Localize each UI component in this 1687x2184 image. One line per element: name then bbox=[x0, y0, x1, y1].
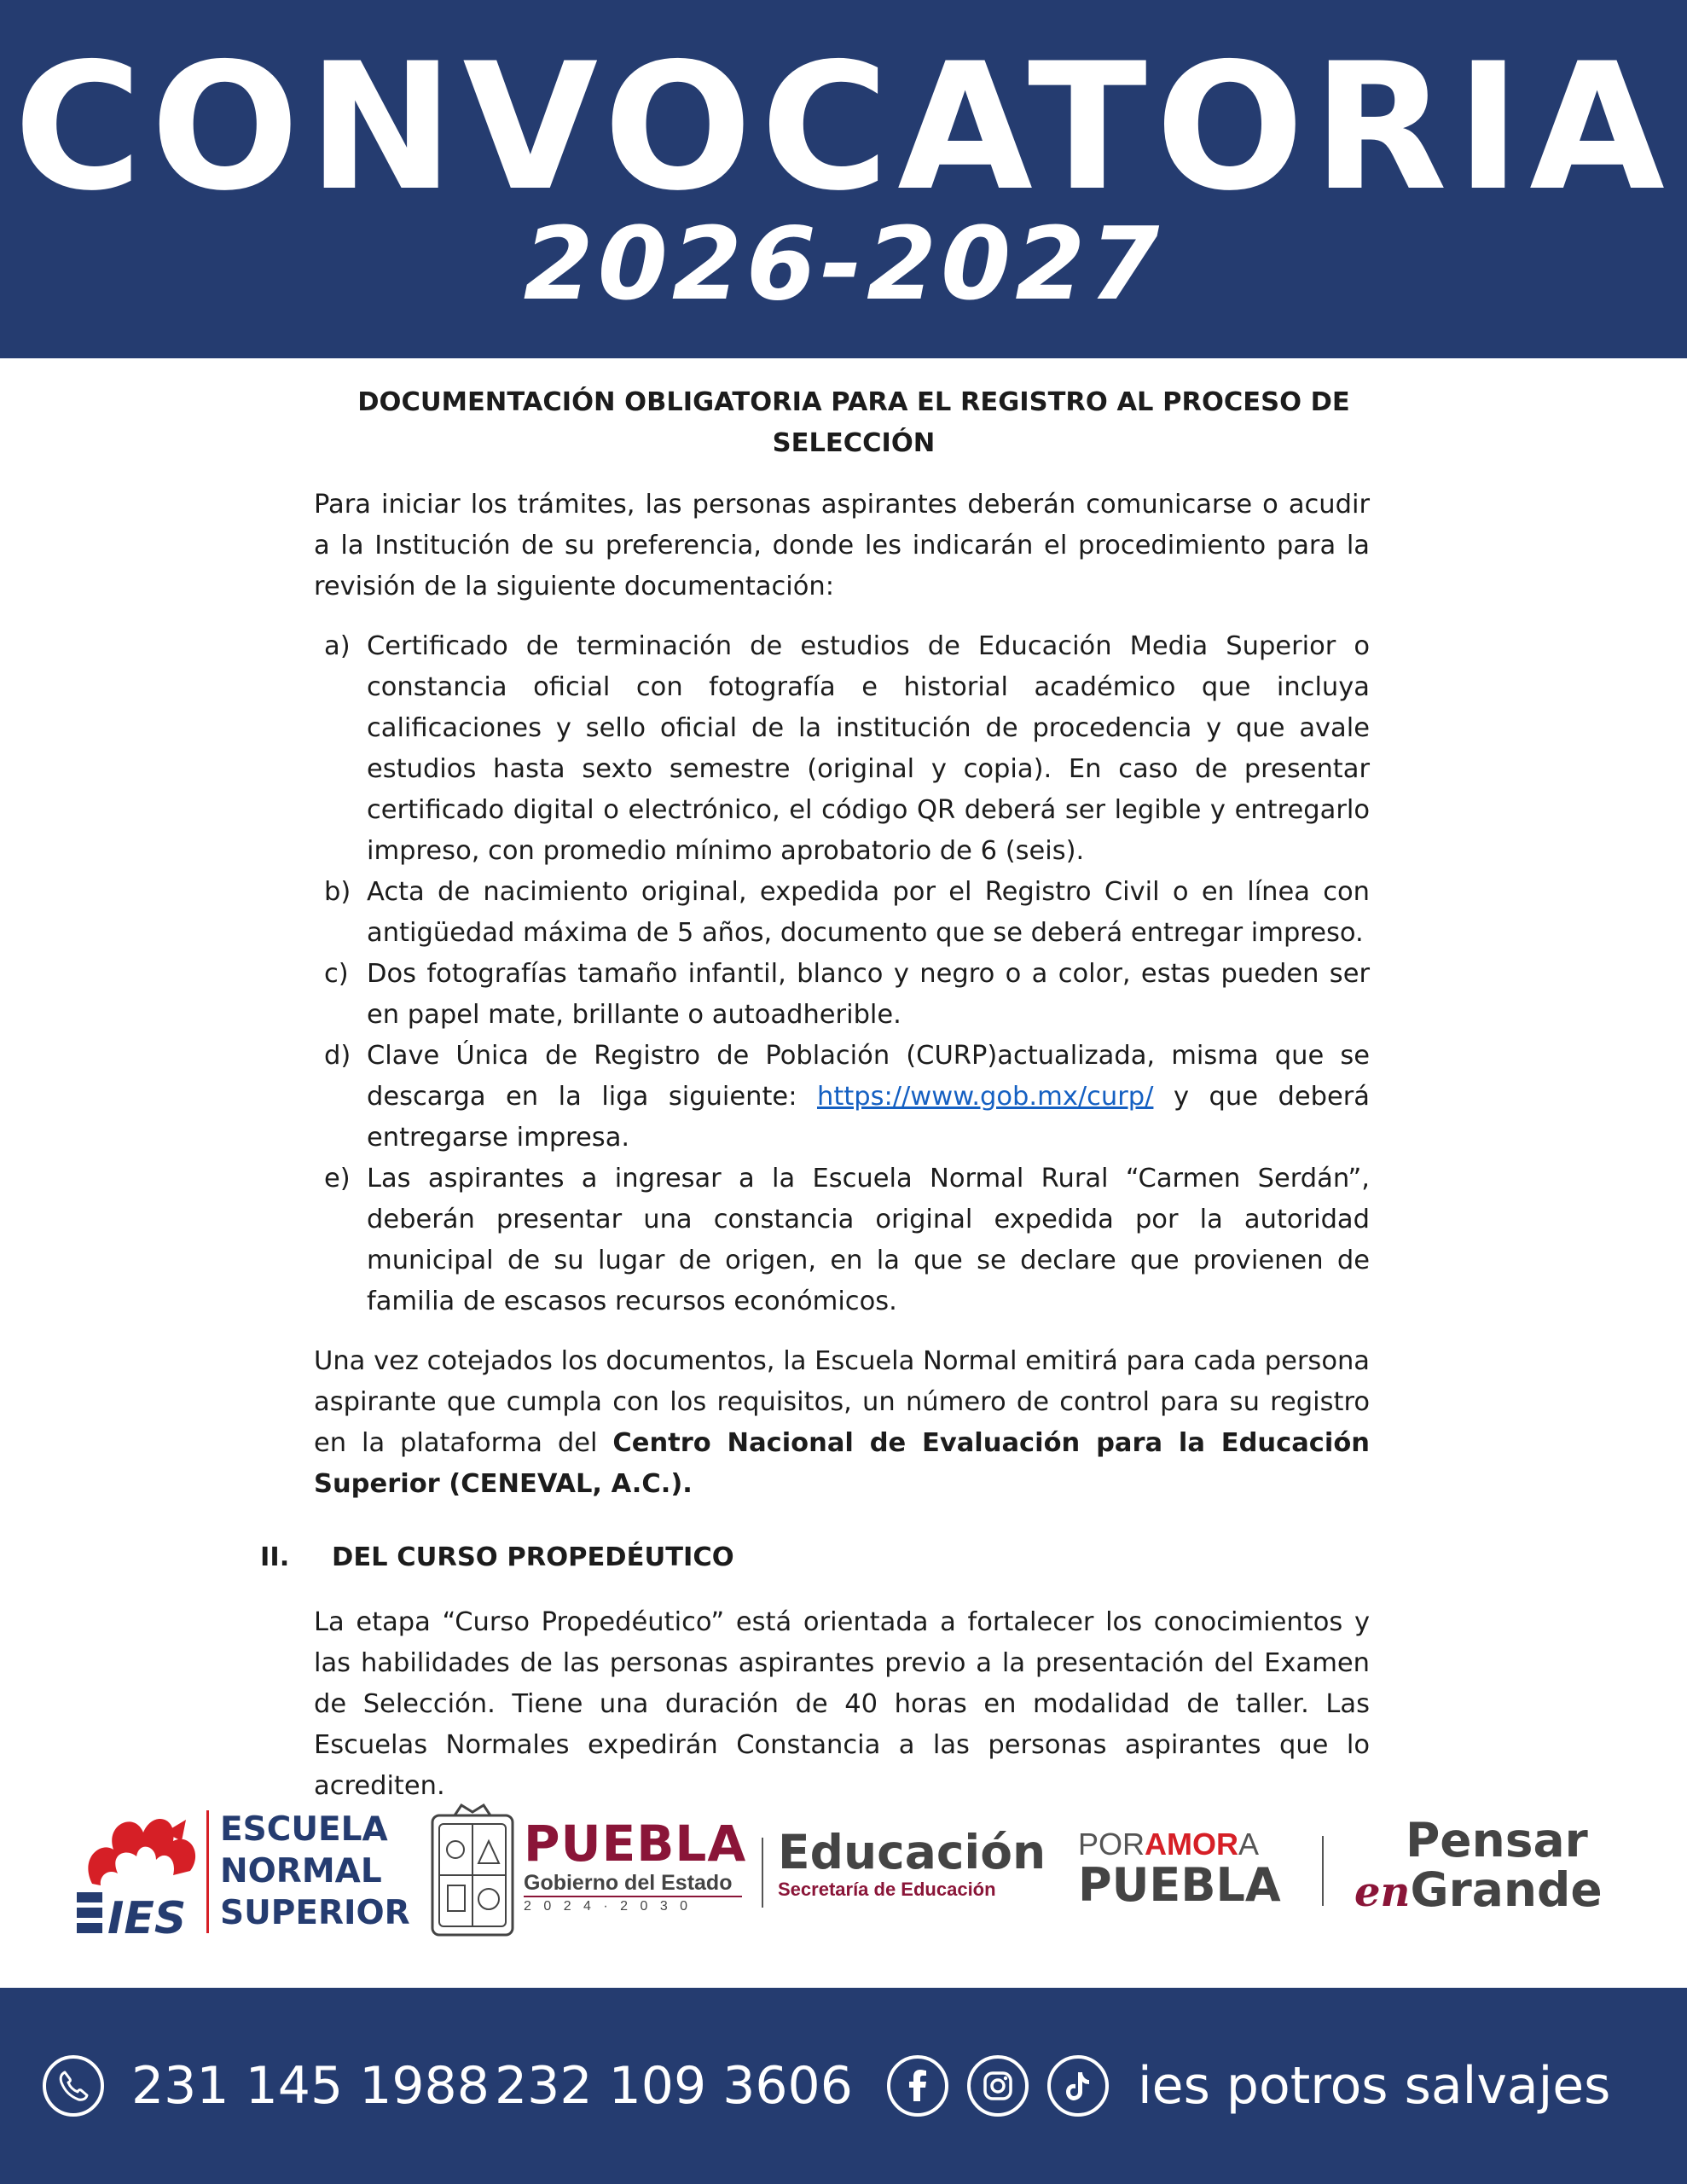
closing-text: Una vez cotejados los documentos, la Escuela Normal emitirá para cada persona aspirante que cumpla con los requisitos, un número de control para su registro en la plataforma del bbox=[314, 1346, 1370, 1458]
phone-contact-2 bbox=[495, 1988, 853, 2184]
documentation-section bbox=[314, 382, 1370, 1524]
educacion-logo-title: Educación bbox=[778, 1825, 1046, 1879]
documentation-heading: DOCUMENTACIÓN OBLIGATORIA PARA EL REGISTRO AL PROCESO DE SELECCIÓN bbox=[357, 387, 1350, 458]
contact-footer bbox=[0, 1988, 1687, 2184]
logo-strip bbox=[0, 1798, 1687, 1943]
requirement-item bbox=[314, 954, 1370, 1036]
requirement-text: Las aspirantes a ingresar a la Escuela Normal Rural “Carmen Serdán”, deberán presentar una constancia original expedida por la autoridad municipal de su lugar de origen, en la que se declare que provienen de familia de escasos recursos económicos. bbox=[367, 1164, 1370, 1316]
pensar-en-grande-logo bbox=[1354, 1815, 1610, 1927]
section-title: DEL CURSO PROPEDÉUTICO bbox=[332, 1542, 734, 1572]
logo-divider bbox=[762, 1838, 763, 1908]
requirement-item bbox=[314, 626, 1370, 872]
educacion-logo-subtitle: Secretaría de Educación bbox=[778, 1879, 996, 1900]
requirement-text: Dos fotografías tamaño infantil, blanco y negro o a color, estas pueden ser en papel mate, brillante o autoadherible. bbox=[367, 959, 1370, 1030]
phone-icon bbox=[43, 2055, 104, 2117]
page-years: 2026-2027 bbox=[523, 205, 1164, 322]
requirement-text: Clave Única de Registro de Población (CURP)actualizada, misma que se descarga en la liga siguiente: bbox=[367, 1041, 1370, 1112]
pensar-logo-grande: Grande bbox=[1410, 1862, 1603, 1917]
pensar-logo-en: en bbox=[1354, 1868, 1411, 1916]
ies-line-2: NORMAL bbox=[220, 1852, 382, 1891]
amor-logo-por: POR bbox=[1078, 1827, 1145, 1862]
ies-line-3: SUPERIOR bbox=[220, 1894, 410, 1932]
page-title: CONVOCATORIA bbox=[14, 26, 1673, 229]
section-text: La etapa “Curso Propedéutico” está orientada a fortalecer los conocimientos y las habilidades de las personas aspirantes previo a la presentación del Examen de Selección. Tiene una duración de 40 horas en modalidad de taller. Las Escuelas Normales expedirán Constancia a las personas aspirantes que lo acrediten. bbox=[314, 1607, 1370, 1801]
puebla-logo bbox=[524, 1815, 747, 1916]
requirement-text: Certificado de terminación de estudios de Educación Media Superior o constancia oficial con fotografía e historial académico que incluya calificaciones y sello oficial de la institución de procedencia y que avale estudios hasta sexto semestre (original y copia). En caso de presentar certificado digital o electrónico, el código QR deberá ser legible y entregarlo impreso, con promedio mínimo aprobatorio de 6 (seis). bbox=[367, 631, 1370, 866]
pensar-logo-line1: Pensar bbox=[1406, 1813, 1588, 1867]
amor-logo-amor: AMOR bbox=[1145, 1827, 1239, 1862]
ceneval-name: Centro Nacional de Evaluación para la Educación Superior (CENEVAL, A.C.). bbox=[314, 1428, 1370, 1499]
instagram-icon[interactable] bbox=[967, 2055, 1029, 2117]
requirement-text: Acta de nacimiento original, expedida por el Registro Civil o en línea con antigüedad máxima de 5 años, documento que se deberá entregar impreso. bbox=[367, 877, 1370, 948]
social-handle[interactable]: ies potros salvajes bbox=[1138, 2056, 1611, 2116]
facebook-icon[interactable] bbox=[887, 2055, 948, 2117]
requirement-marker: b) bbox=[324, 877, 351, 907]
requirement-item bbox=[314, 1036, 1370, 1159]
puebla-logo-subtitle: Gobierno del Estado bbox=[524, 1870, 742, 1897]
puebla-logo-title: PUEBLA bbox=[524, 1815, 747, 1873]
requirement-item bbox=[314, 872, 1370, 954]
curp-link[interactable]: https://www.gob.mx/curp/ bbox=[816, 1082, 1154, 1112]
phone-number-2[interactable]: 232 109 3606 bbox=[495, 2056, 853, 2116]
educacion-logo bbox=[778, 1826, 1046, 1901]
por-amor-a-puebla-logo bbox=[1078, 1827, 1281, 1912]
phone-number-1[interactable]: 231 145 1988 bbox=[131, 2056, 490, 2116]
amor-logo-a: A bbox=[1238, 1827, 1260, 1862]
requirements-list bbox=[314, 626, 1370, 1322]
requirement-item bbox=[314, 1159, 1370, 1322]
tiktok-icon[interactable] bbox=[1047, 2055, 1109, 2117]
ies-logo-icon bbox=[75, 1807, 212, 1935]
requirement-text: y que deberá entregarse impresa. bbox=[367, 1082, 1370, 1153]
ies-logo-mark: IES bbox=[107, 1893, 187, 1935]
ies-logo-divider bbox=[206, 1810, 209, 1933]
documentation-intro: Para iniciar los trámites, las personas aspirantes deberán comunicarse o acudir a la Institución de su preferencia, donde les indicarán el procedimiento para la revisión de la siguiente documentación: bbox=[314, 490, 1370, 601]
puebla-logo-years: 2 0 2 4 · 2 0 3 0 bbox=[524, 1899, 693, 1914]
documentation-closing bbox=[314, 1341, 1370, 1505]
requirement-marker: d) bbox=[324, 1041, 351, 1071]
logo-divider bbox=[1322, 1836, 1324, 1906]
ies-line-1: ESCUELA bbox=[220, 1810, 388, 1849]
requirement-marker: e) bbox=[324, 1164, 351, 1194]
ies-logo-text bbox=[220, 1809, 410, 1934]
phone-contact bbox=[43, 1988, 490, 2184]
requirement-marker: c) bbox=[324, 959, 349, 989]
social-contact bbox=[887, 1988, 1610, 2184]
section-number: II. bbox=[260, 1542, 290, 1572]
amor-logo-puebla: PUEBLA bbox=[1078, 1858, 1281, 1912]
header-banner bbox=[0, 0, 1687, 358]
coat-of-arms-icon bbox=[429, 1804, 516, 1940]
requirement-marker: a) bbox=[324, 631, 351, 661]
